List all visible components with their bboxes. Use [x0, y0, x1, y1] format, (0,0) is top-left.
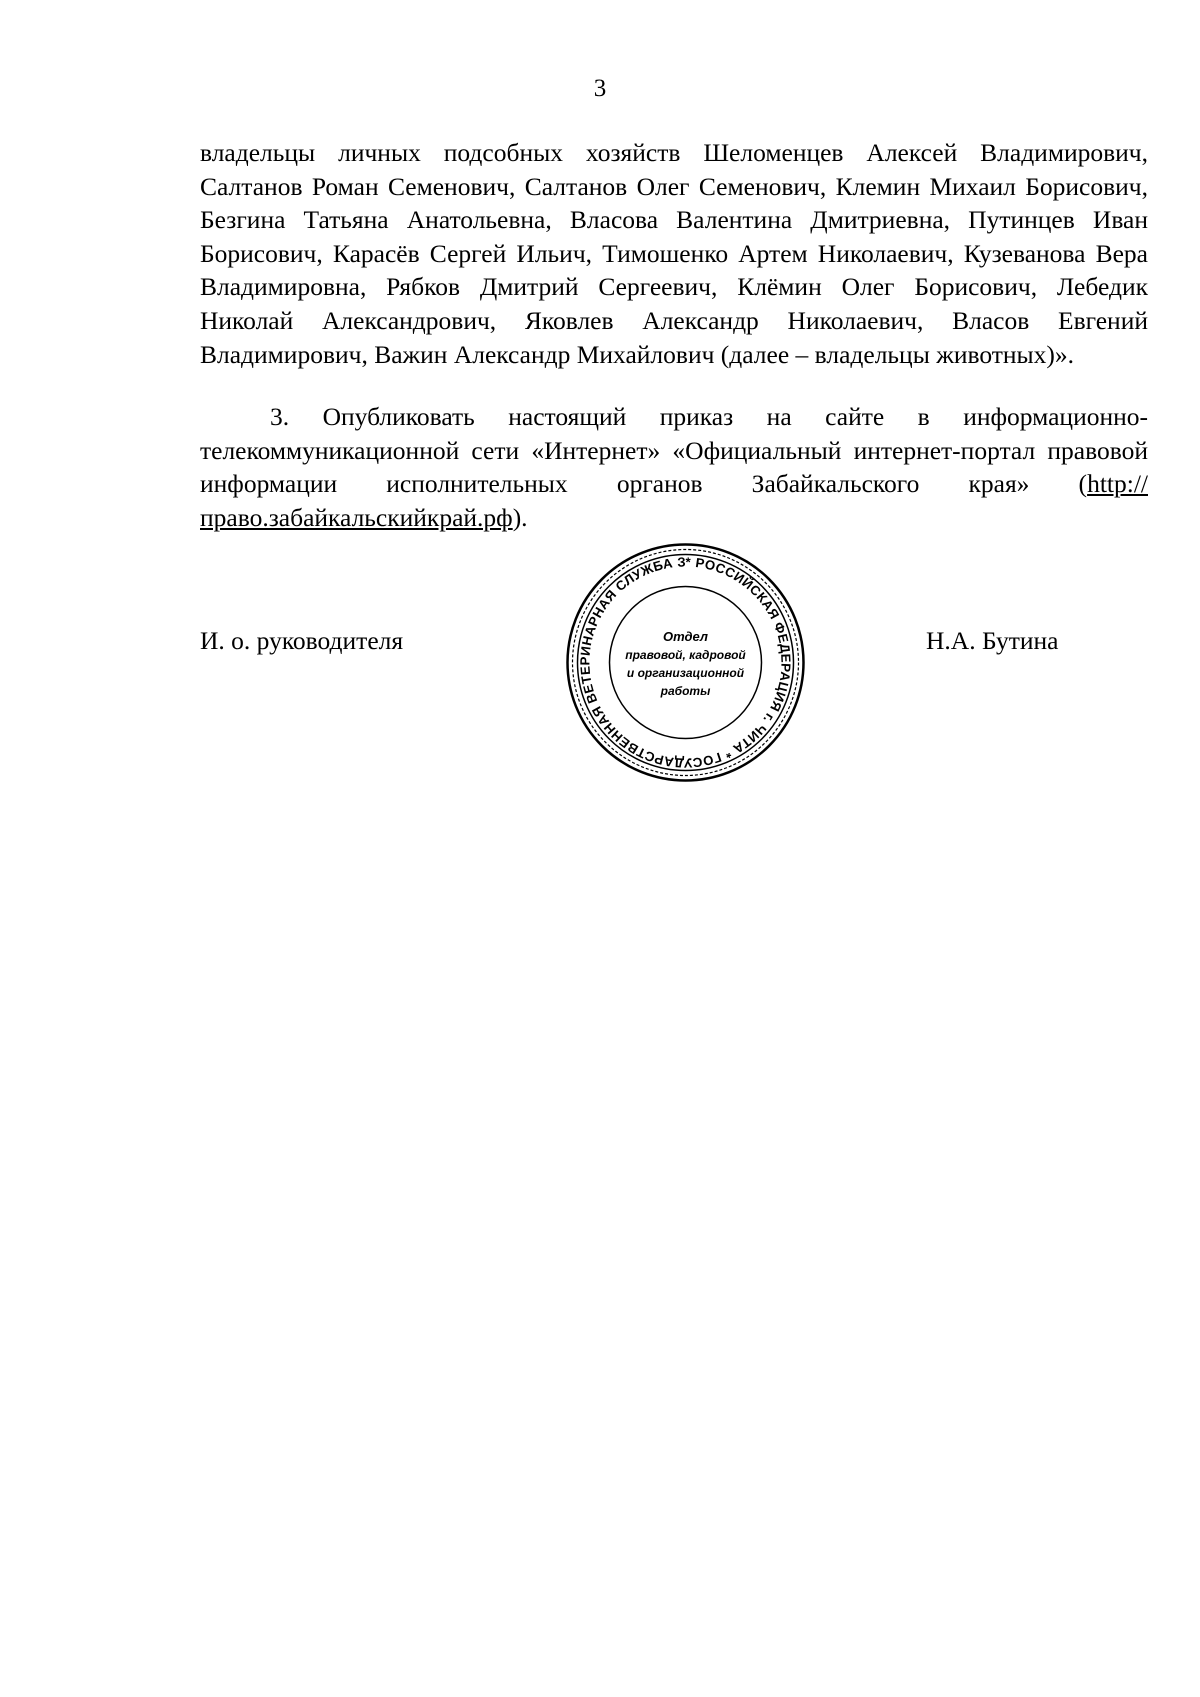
stamp-center-line-3: и организационной [626, 666, 745, 680]
stamp-outer-ring [568, 545, 804, 781]
stamp-serrated-ring [573, 550, 799, 776]
official-stamp [563, 540, 808, 785]
stamp-center-line-1: Отдел [662, 629, 709, 644]
stamp-center-ring [610, 587, 762, 739]
portal-link[interactable]: http://право.забайкальскийкрай.рф [200, 469, 1148, 532]
page-number: 3 [593, 75, 607, 102]
paragraph-owners-list: владельцы личных подсобных хозяйств Шеломенцев Алексей Владимирович, Салтанов Роман Семенович, Салтанов Олег Семенович, Клемин Михаил Борисович, Безгина Татьяна Анатольевна, Власова Валентина Дмитриевна, Путинцев Иван Борисович, Карасёв Сергей Ильич, Тимошенко Артем Николаевич, Кузеванова Вера Владимировна, Рябков Дмитрий Сергеевич, Клёмин Олег Борисович, Лебедик Николай Александрович, Яковлев Александр Николаевич, Власов Евгений Владимирович, Важин Александр Михайлович (далее – владельцы животных)». [200, 138, 1148, 369]
signer-position: И. о. руководителя [200, 626, 404, 655]
stamp-outer-text: * РОССИЙСКАЯ ФЕДЕРАЦИЯ г. ЧИТА * ГОСУДАРСТВЕННАЯ ВЕТЕРИНАРНАЯ СЛУЖБА З [577, 554, 794, 771]
item-3-end: ). [512, 502, 528, 532]
stamp-center-line-2: правовой, кадровой [625, 648, 746, 662]
paragraph-item-3 [200, 400, 1148, 534]
stamp-center-line-4: работы [660, 684, 711, 698]
signer-name: Н.А. Бутина [926, 626, 1059, 655]
stamp-seal-graphic [563, 540, 808, 785]
item-3-text: 3. Опубликовать настоящий приказ на сайте в информационно-телекоммуникационной сети «Интернет» «Официальный интернет-портал правовой информации исполнительных органов Забайкальского края» ( [200, 402, 1148, 499]
